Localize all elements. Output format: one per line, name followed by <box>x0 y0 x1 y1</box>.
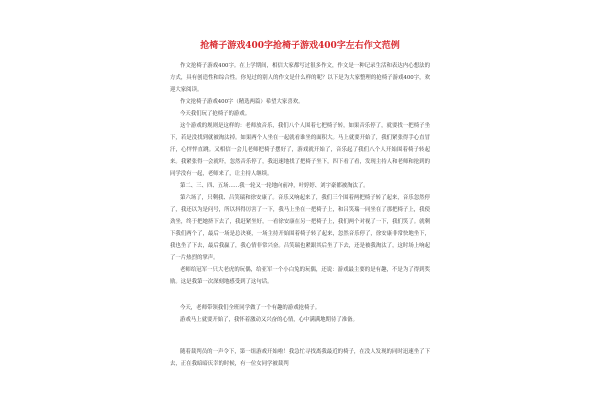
paragraph: 今天，老师带领我们全班同学做了一个有趣的游戏抢椅子。 <box>180 305 321 311</box>
paragraph: 第六场了，只剩我、吕笑瑞和徐安康了。音乐又响起来了，我们三个围着两把椅子转了起来，音乐忽然停了，我还以为是问号，所以抖得厉害了一下，我马上坐在一把椅子上，和吕笑瑞一同坐在了那把椅子上，我使劲坐，终于把她挤下去了，我赶紧坐好，一看徐安康在另一把椅子上，我们两个对视了一下，我们笑了。就剩下我们两个了，最后一场是总决赛，一场主持开始围着椅子转了起来，忽然音乐停了，徐安康非常快地坐下，我也坐了下去，最后我赢了，我心情非常兴奋。吕笑瑞也紧跟其后坐了下去，还是被我淘汰了，这时场上响起了一片热烈的掌声。 <box>170 195 430 261</box>
document-title: 抢椅子游戏400字抢椅子游戏400字左右作文范例 <box>200 41 400 51</box>
paragraph: 这个游戏的规则是这样的：老师放音乐，我们八个人围着七把椅子转，如果音乐停了，就要找一把椅子坐下，若是没找到就被淘汰掉。如果两个人坐在一起就看谁坐的面积大。马上就要开始了，我们紧张得手心直冒汗，心怦怦直跳。又相信一会儿老师把椅子摆好了，游戏就开始了，音乐起了我们八个人开始围着椅子转起来。我紧张得一会就吓，忽然音乐停了，我迅速地找了把椅子坐下，四下看了看，发现主持人和老师和抢到的同学没有一起，老师来了，让主持人继续。 <box>170 123 430 177</box>
paragraph: 作文抢椅子游戏400字（精选两篇）希望大家喜欢。 <box>180 99 304 105</box>
paragraph: 游戏马上就要开始了，我怀着激动又兴奋的心情，心中满满地期待了准备。 <box>180 317 358 323</box>
paragraph: 今天我们玩了抢椅子的游戏。 <box>180 111 251 117</box>
paragraph: 第二、三、四、五场……我一轮又一轮地向前冲，叶婷婷、刘宇豪都被淘汰了。 <box>180 183 369 189</box>
paragraph: 随着裁判员的一声令下，第一组游戏开始啦！我急忙寻找离我最近的椅子，在没人发现的同时迅速坐了下去，正在我暗暗庆幸的时候，有一位女同学被裁判 <box>170 349 430 367</box>
paragraph: 老师给冠军一只大老虎的玩偶，给亚军一个小白兔的玩偶，还说：游戏最主要的是有趣，不是为了得到奖励。这是我第一次深刻地感受到了这句话。 <box>170 267 430 285</box>
document-body <box>170 60 430 370</box>
paragraph: 作文抢椅子游戏400字。在上学期间，相信大家都写过很多作文，作文是一种记录生活和表达内心想法的方式，具有创造性和综合性。你见过的别人的作文是什么样的呢？以下是为大家整理的抢椅子游戏400字，欢迎大家阅读。 <box>170 63 430 93</box>
